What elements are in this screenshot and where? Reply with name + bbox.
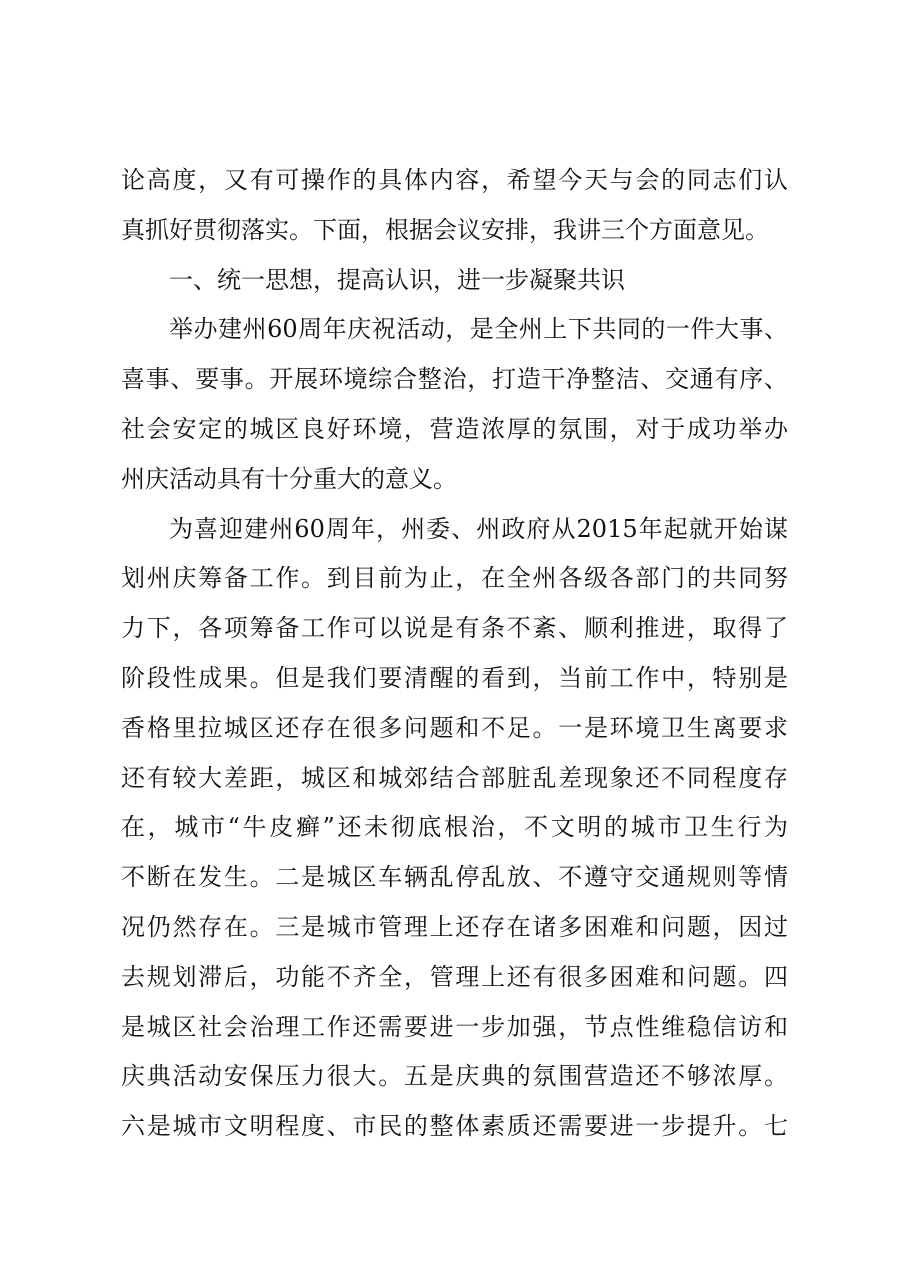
body-line: 在，城市“牛皮癣”还未彻底根治，不文明的城市卫生行为 [121, 813, 788, 842]
body-line: 况仍然存在。三是城市管理上还存在诸多困难和问题，因过 [121, 912, 788, 941]
body-line: 州庆活动具有十分重大的意义。 [121, 464, 457, 493]
body-line: 香格里拉城区还存在很多问题和不足。一是环境卫生离要求 [121, 713, 788, 742]
body-line: 去规划滞后，功能不齐全，管理上还有很多困难和问题。四 [121, 962, 788, 991]
body-line: 是城区社会治理工作还需要进一步加强，节点性维稳信访和 [121, 1012, 788, 1041]
body-line: 划州庆筹备工作。到目前为止，在全州各级各部门的共同努 [121, 564, 788, 593]
body-line: 喜事、要事。开展环境综合整治，打造干净整洁、交通有序、 [121, 365, 788, 394]
body-line: 六是城市文明程度、市民的整体素质还需要进一步提升。七 [121, 1112, 788, 1141]
body-line: 力下，各项筹备工作可以说是有条不紊、顺利推进，取得了 [121, 614, 788, 643]
document-body [121, 156, 788, 1152]
body-line: 论高度，又有可操作的具体内容，希望今天与会的同志们认 [121, 166, 788, 194]
body-line: 社会安定的城区良好环境，营造浓厚的氛围，对于成功举办 [121, 414, 788, 443]
body-line: 为喜迎建州60周年，州委、州政府从2015年起就开始谋 [169, 514, 788, 543]
body-line: 庆典活动安保压力很大。五是庆典的氛围营造还不够浓厚。 [121, 1062, 788, 1091]
body-line: 真抓好贯彻落实。下面，根据会议安排，我讲三个方面意见。 [121, 215, 769, 244]
body-line: 还有较大差距，城区和城郊结合部脏乱差现象还不同程度存 [121, 763, 788, 792]
body-line: 阶段性成果。但是我们要清醒的看到，当前工作中，特别是 [121, 663, 788, 692]
body-line: 不断在发生。二是城区车辆乱停乱放、不遵守交通规则等情 [121, 863, 788, 892]
section-heading: 一、统一思想，提高认识，进一步凝聚共识 [169, 265, 625, 294]
body-line: 举办建州60周年庆祝活动，是全州上下共同的一件大事、 [169, 315, 788, 344]
